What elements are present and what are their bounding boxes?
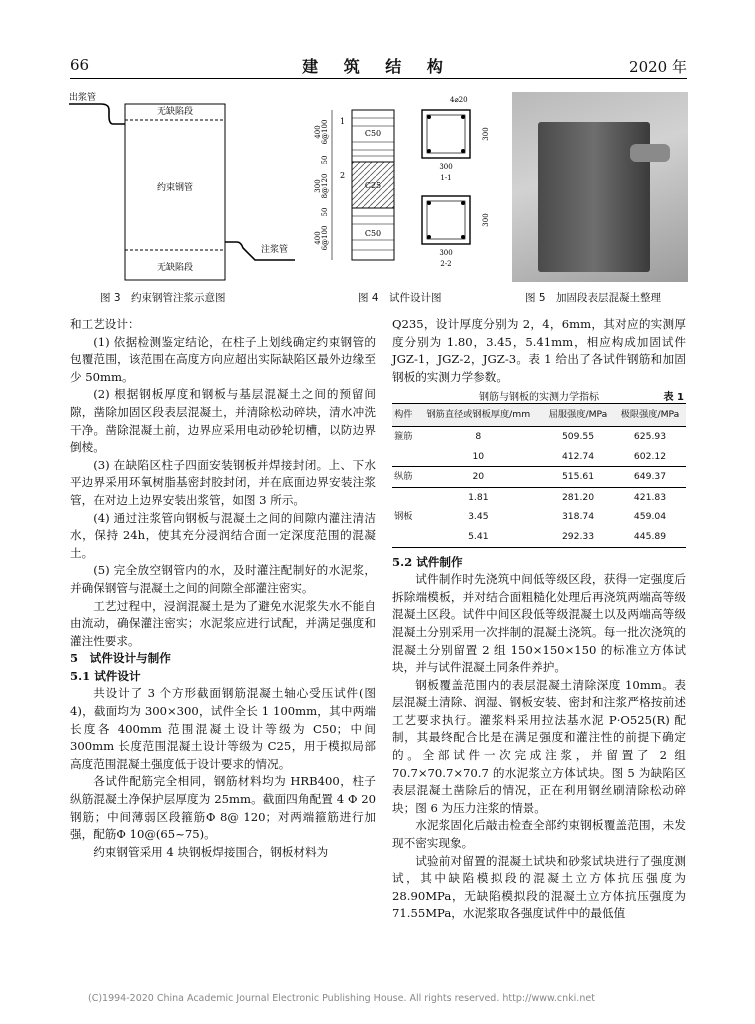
properties-table (392, 403, 686, 547)
paragraph: 共设计了 3 个方形截面钢筋混凝土轴心受压试件(图 4)，截面均为 300×300，试件全长 1 100mm，其中两端长度各 400mm 范围混凝土设计等级为 C50；中间 300mm 长度范围混凝土设计等级为 C25，用于模拟局部高度范围混凝土强度低于设计要求的情况。 (70, 686, 376, 771)
paragraph: 工艺过程中，浸润混凝土是为了避免水泥浆失水不能自由流动，确保灌注密实；水泥浆应进行试配，并满足强度和灌注性要求。 (70, 598, 376, 648)
table-cell: 箍筋 (394, 430, 413, 442)
table-title-text: 钢筋与钢板的实测力学指标 (479, 392, 599, 404)
table-cell: 445.89 (614, 527, 686, 547)
inlet-label: 注浆管 (261, 245, 289, 255)
figure-3-caption: 图 3 约束钢管注浆示意图 (100, 292, 226, 304)
section-2-label: 2-2 (440, 260, 452, 268)
c50-bottom-label: C50 (364, 229, 382, 238)
section-2-height: 300 (482, 213, 490, 227)
table-cell: 649.37 (614, 467, 686, 488)
dim-label: 400 (314, 231, 322, 245)
brush-photo (630, 144, 670, 162)
section-mark-1: 1 (340, 117, 346, 126)
figure-5-caption: 图 5 加固段表层混凝土整理 (525, 292, 662, 304)
paragraph: 和工艺设计： (70, 317, 140, 331)
bottom-zone-label: 无缺陷段 (156, 263, 194, 273)
table-cell (392, 487, 415, 507)
paragraph: 各试件配筋完全相同，钢筋材料均为 HRB400，柱子纵筋混凝土净保护层厚度为 25mm。截面四角配置 4 Φ 20 钢筋；中间薄弱区段箍筋Φ 8@ 120；对两端箍筋进行加强，配筋Φ 10@(65~75)。 (70, 774, 376, 842)
section-2-width: 300 (439, 249, 453, 257)
table-header-row (392, 404, 686, 427)
table-row (392, 527, 686, 547)
table-row (392, 467, 686, 488)
table-cell: 281.20 (542, 487, 614, 507)
table-cell: 459.04 (633, 511, 667, 523)
table-cell (392, 527, 415, 547)
section-mark-2: 2 (340, 171, 346, 180)
section-1-width: 300 (439, 163, 453, 171)
mid-zone-label: 约束钢管 (156, 183, 194, 193)
table-header: 屈服强度/MPa (542, 404, 614, 427)
dim-label: 50 (321, 155, 329, 165)
table-cell: 412.74 (561, 450, 595, 462)
table-row (392, 507, 686, 527)
figure-3-diagram (65, 92, 315, 282)
table-header: 钢筋直径或钢板厚度/mm (415, 404, 542, 427)
paragraph: 钢板覆盖范围内的表层混凝土清除深度 10mm。表层混凝土清除、润湿、钢板安装、密封和注浆严格按前述工艺要求执行。灌浆料采用拉法基水泥 P·O525(R) 配制，其最终配合比是在满足强度和灌注性的前提下确定的。全部试件一次完成注浆，并留置了 2 组 70.7×70.7×70.7 的水泥浆立方体试块。图 5 为缺陷区表层混凝土凿除后的情况，正在利用钢丝刷清除松动碎块；图 6 为压力注浆的情景。 (392, 677, 686, 815)
table-title (392, 389, 686, 403)
top-zone-label: 无缺陷段 (156, 107, 194, 117)
table-cell: 3.45 (468, 511, 489, 523)
paragraph: 约束钢管采用 4 块钢板焊接围合，钢板材料为 (93, 844, 329, 859)
dim-label: 50 (321, 207, 329, 217)
c50-top-label: C50 (364, 129, 382, 138)
subsection-heading: 5.2 试件制作 (392, 554, 463, 569)
table-cell: 318.74 (561, 511, 595, 523)
paragraph: (4) 通过注浆管向钢板与混凝土之间的间隙内灌注清洁水，保持 24h，使其充分浸润结合面一定深度范围的混凝土。 (70, 510, 376, 560)
paragraph: (2) 根据钢板厚度和钢板与基层混凝土之间的预留间隙，凿除加固区段表层混凝土，并清除松动碎块，清水冲洗干净。凿除混凝土前，边界应采用电动砂轮切槽，以防边界倒棱。 (70, 387, 376, 455)
table-cell: 8 (475, 430, 482, 442)
paragraph: (5) 完全放空钢管内的水，及时灌注配制好的水泥浆，并确保钢管与混凝土之间的间隙全部灌注密实。 (70, 563, 376, 595)
table-row (392, 487, 686, 507)
table-cell: 292.33 (542, 527, 614, 547)
paragraph: 试件制作时先浇筑中间低等级区段，获得一定强度后拆除端模板，并对结合面粗糙化处理后再浇筑两端高等级混凝土区段。试件中间区段低等级混凝土以及两端高等级混凝土分别采用一次拌制的混凝土浇筑。每一批次浇筑的混凝土分别留置 2 组 150×150×150 的标准立方体试块，并与试件混凝土同条件养护。 (392, 572, 686, 675)
dim-sublabel: 6@100 (321, 225, 329, 251)
right-column (392, 316, 686, 923)
paragraph: (1) 依据检测鉴定结论，在柱子上划线确定约束钢管的包覆范围，该范围在高度方向应超出实际缺陷区最外边缘至少 50mm。 (70, 334, 376, 384)
page-number: 66 (70, 56, 90, 74)
table-cell: 1.81 (415, 487, 542, 507)
copyright-footer: (C)1994-2020 China Academic Journal Electronic Publishing House. All rights reserved. http://www.cnki.net (88, 993, 595, 1004)
dim-sublabel: 8@120 (321, 173, 329, 199)
table-cell: 20 (415, 467, 542, 488)
table-cell: 10 (472, 450, 485, 462)
figure-4-diagram (310, 92, 505, 287)
section-1-height: 300 (482, 127, 490, 141)
table-cell: 5.41 (415, 527, 542, 547)
table-cell: 602.12 (633, 450, 667, 462)
table-cell: 421.83 (614, 487, 686, 507)
section-2-stirrup (427, 201, 465, 239)
figure-4-caption: 图 4 试件设计图 (358, 292, 442, 304)
header-rule (70, 78, 687, 79)
table-cell: 纵筋 (392, 467, 415, 488)
table-cell (392, 447, 415, 467)
journal-title: 建 筑 结 构 (302, 57, 453, 76)
dim-label: 300 (314, 179, 322, 193)
rebar-label: 4⌀20 (450, 96, 468, 104)
table-cell: 625.93 (633, 430, 667, 442)
paragraph: 水泥浆固化后敲击检查全部约束钢板覆盖范围，未发现不密实现象。 (392, 818, 686, 851)
year: 2020 年 (629, 58, 687, 76)
section-1-label: 1-1 (440, 174, 452, 182)
table-cell: 515.61 (542, 467, 614, 488)
paragraph: Q235，设计厚度分别为 2，4，6mm，其对应的实测厚度分别为 1.80，3.45，5.41mm，相应构成加固试件 JGZ-1，JGZ-2，JGZ-3。表 1 给出了各试件钢筋和加固钢板的实测力学参数。 (392, 317, 686, 384)
table-row (392, 426, 686, 446)
dim-sublabel: 6@100 (321, 119, 329, 145)
paragraph: (3) 在缺陷区柱子四面安装钢板并焊接封闭。上、下水平边界采用环氧树脂基密封胶封闭，并在底面边界安装注浆管，在对边上边界安装出浆管，如图 3 所示。 (70, 457, 376, 507)
outlet-label: 出浆管 (69, 93, 97, 103)
c25-label: C25 (364, 181, 382, 190)
table-number: 表 1 (663, 392, 684, 404)
table-header: 构件 (392, 404, 415, 427)
section-1-stirrup (427, 115, 465, 153)
figure-5-photo (512, 92, 688, 282)
dim-label: 400 (314, 125, 322, 139)
table-cell: 钢板 (394, 511, 413, 523)
subsection-heading: 5.1 试件设计 (70, 668, 141, 683)
table-row (392, 447, 686, 467)
outlet-pipe (69, 104, 125, 124)
section-heading: 5 试件设计与制作 (70, 651, 171, 666)
table-cell: 509.55 (561, 430, 595, 442)
table-header: 极限强度/MPa (614, 404, 686, 427)
page-header (0, 54, 755, 78)
paragraph: 试验前对留置的混凝土试块和砂浆试块进行了强度测试，其中缺陷模拟段的混凝土立方体抗压强度为 28.90MPa，无缺陷模拟段的混凝土立方体抗压强度为 71.55MPa，水泥浆取各强度试件中的最低值 (392, 853, 686, 921)
left-column (70, 316, 376, 861)
